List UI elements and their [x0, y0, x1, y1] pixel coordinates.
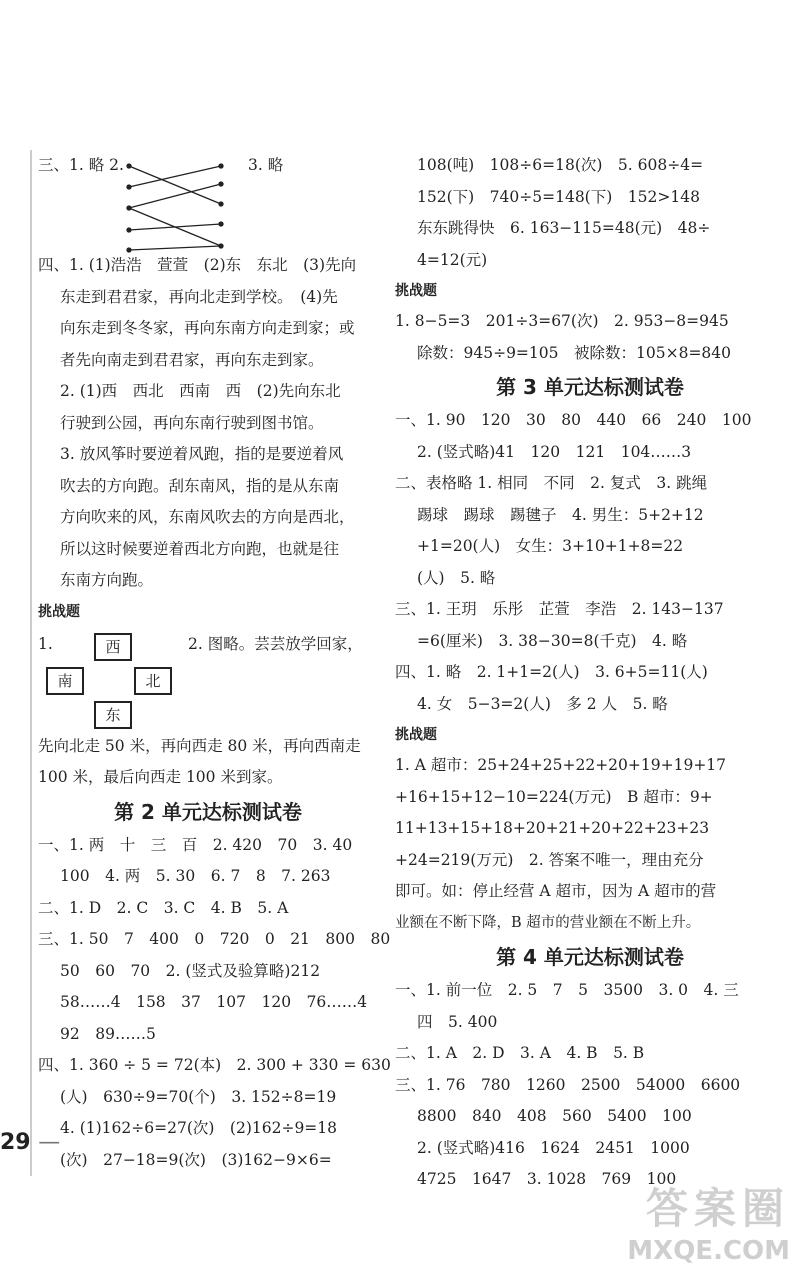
text-line: 92 89……5 [60, 1024, 156, 1043]
text-line: 四、1. 略 2. 1+1=2(人) 3. 6+5=11(人) [395, 663, 708, 681]
text-line: (次) 27−18=9(次) (3)162−9×6= [60, 1150, 332, 1169]
text-line: 二、1. A 2. D 3. A 4. B 5. B [395, 1044, 645, 1062]
watermark-logo [627, 1176, 790, 1266]
text-line: 二、1. D 2. C 3. C 4. B 5. A [38, 898, 289, 917]
text-line: 东东跳得快 6. 163−115=48(元) 48÷ [417, 219, 711, 237]
unit-3-title: 第 3 单元达标测试卷 [496, 375, 684, 399]
page-number-value: 29 [0, 1130, 31, 1155]
text-line: 东南方向跑。 [60, 571, 154, 589]
text-line: 除数：945÷9=105 被除数：105×8=840 [417, 343, 732, 362]
challenge-heading-2: 挑战题 [395, 727, 437, 743]
challenge-item-2-text: 2. 图略。芸芸放学回家， [188, 634, 363, 653]
text-line: 3. 放风筝时要逆着风跑，指的是要逆着风 [60, 445, 344, 463]
text-line: 2. (竖式略)41 120 121 104……3 [417, 442, 692, 461]
text-line: 50 60 70 2. (竖式及验算略)212 [60, 961, 321, 980]
text-line: +24=219(万元) 2. 答案不唯一，理由充分 [395, 850, 704, 869]
text-line: 三、1. 王玥 乐彤 芷萱 李浩 2. 143−137 [395, 600, 724, 618]
text-line: 2. (1)西 西北 西南 西 (2)先向东北 [60, 382, 341, 400]
challenge-heading: 挑战题 [395, 283, 437, 299]
right-column [395, 150, 785, 1196]
text-line: 先向北走 50 米，再向西走 80 米，再向西南走 [38, 736, 361, 755]
section-3-heading: 三、1. 略 2. [38, 156, 124, 174]
left-column [30, 150, 391, 1176]
text-line: 100 4. 两 5. 30 6. 7 8 7. 263 [60, 867, 331, 885]
text-line: 4=12(元) [417, 250, 488, 269]
page-number-dash: — [38, 1130, 61, 1155]
text-line: 1. 8−5=3 201÷3=67(次) 2. 953−8=945 [395, 312, 729, 330]
text-line: +1=20(人) 女生：3+10+1+8=22 [417, 537, 684, 555]
section-3-item-3: 3. 略 [248, 156, 284, 174]
text-line: 吹去的方向跑。刮东南风，指的是从东南 [60, 476, 340, 495]
challenge-heading: 挑战题 [38, 603, 80, 620]
text-line: 所以这时候要逆着西北方向跑，也就是往 [60, 539, 340, 558]
text-line: 4. (1)162÷6=27(次) (2)162÷9=18 [60, 1119, 338, 1137]
matching-lines-diagram [123, 160, 233, 256]
direction-north-box: 北 [134, 667, 172, 695]
text-line: 向东走到冬冬家，再向东南方向走到家；或 [60, 319, 355, 337]
text-line: +16+15+12−10=224(万元) B 超市：9+ [395, 787, 713, 806]
text-line: 三、1. 76 780 1260 2500 54000 6600 [395, 1075, 741, 1094]
text-line: 一、1. 90 120 30 80 440 66 240 100 [395, 411, 752, 429]
page-number [0, 1130, 60, 1155]
text-line: 二、表格略 1. 相同 不同 2. 复式 3. 跳绳 [395, 474, 708, 492]
text-line: 100 米，最后向西走 100 米到家。 [38, 768, 283, 786]
direction-west-box: 西 [94, 633, 132, 661]
text-line: 8800 840 408 560 5400 100 [417, 1107, 692, 1125]
text-line: 东走到君君家，再向北走到学校。 (4)先 [60, 287, 338, 306]
direction-east-box: 东 [94, 701, 132, 729]
unit-4-answers [395, 975, 785, 1196]
text-line: 方向吹来的风，东南风吹去的方向是西北， [60, 508, 355, 526]
text-line: 四 5. 400 [417, 1012, 498, 1031]
unit-3-answers [395, 405, 785, 720]
text-line: 4. 女 5−3=2(人) 多 2 人 5. 略 [417, 694, 668, 713]
unit-2-title: 第 2 单元达标测试卷 [114, 799, 302, 824]
text-line: 4725 1647 3. 1028 769 100 [417, 1170, 677, 1188]
unit-4-title: 第 4 单元达标测试卷 [496, 945, 684, 969]
section-3-row [38, 150, 378, 250]
direction-south-box: 南 [46, 667, 84, 695]
text-line: 踢球 踢球 踢毽子 4. 男生：5+2+12 [417, 505, 704, 524]
text-line: 152(下) 740÷5=148(下) 152>148 [417, 187, 700, 206]
watermark-title: 答案圈 [645, 1184, 790, 1233]
text-line: 一、1. 前一位 2. 5 7 5 3500 3. 0 4. 三 [395, 981, 739, 999]
watermark-url: MXQE.COM [627, 1236, 790, 1266]
text-line: 四、1. (1)浩浩 萱萱 (2)东 东北 (3)先向 [38, 256, 357, 274]
text-line: 者先向南走到君君家，再向东走到家。 [60, 350, 324, 369]
text-line: (人) 5. 略 [417, 568, 496, 587]
unit-2-answers [38, 830, 391, 1177]
text-line: 即可。如：停止经营 A 超市，因为 A 超市的营 [395, 882, 717, 900]
text-line: 1. A 超市：25+24+25+22+20+19+19+17 [395, 756, 727, 774]
text-line: 业额在不断下降，B 超市的营业额在不断上升。 [395, 914, 701, 931]
text-line: 行驶到公园，再向东南行驶到图书馆。 [60, 413, 324, 432]
text-line: 2. (竖式略)416 1624 2451 1000 [417, 1138, 690, 1157]
challenge-item-1-label: 1. [38, 634, 53, 653]
text-line: 一、1. 两 十 三 百 2. 420 70 3. 40 [38, 835, 353, 854]
direction-diagram [38, 627, 378, 731]
text-line: 108(吨) 108÷6=18(次) 5. 608÷4= [417, 156, 704, 174]
text-line: =6(厘米) 3. 38−30=8(千克) 4. 略 [417, 631, 688, 650]
section-4 [38, 250, 378, 597]
text-line: 58……4 158 37 107 120 76……4 [60, 993, 368, 1011]
text-line: 11+13+15+18+20+21+20+22+23+23 [395, 819, 710, 837]
text-line: (人) 630÷9=70(个) 3. 152÷8=19 [60, 1087, 337, 1106]
text-line: 四、1. 360 ÷ 5 = 72(本) 2. 300 + 330 = 630 [38, 1056, 391, 1074]
text-line: 三、1. 50 7 400 0 720 0 21 800 80 [38, 930, 391, 948]
